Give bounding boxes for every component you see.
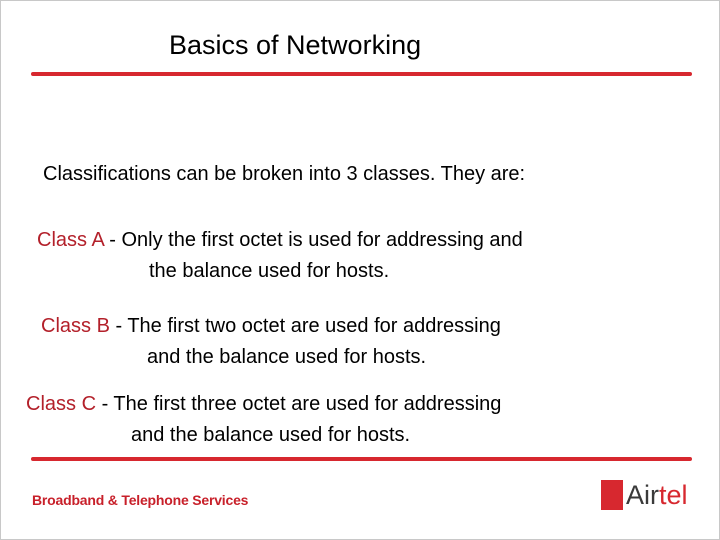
footer-services-text: Broadband & Telephone Services	[32, 492, 249, 508]
top-divider	[31, 72, 692, 76]
logo-wordmark-part2: tel	[659, 480, 688, 510]
class-a-name: Class A	[37, 229, 104, 251]
class-c-name: Class C	[26, 393, 97, 415]
logo-wordmark-part1: Air	[626, 480, 659, 510]
logo-wordmark	[626, 478, 688, 512]
class-b-line2: and the balance used for hosts.	[147, 346, 427, 368]
bottom-divider	[31, 457, 692, 461]
slide-title: Basics of Networking	[169, 30, 422, 60]
logo-red-block-icon	[601, 480, 623, 510]
class-c-line1: - The first three octet are used for addressing	[96, 393, 502, 415]
class-c-item	[26, 389, 501, 451]
class-a-line2: the balance used for hosts.	[149, 260, 390, 282]
class-a-line1: - Only the first octet is used for addressing and	[103, 229, 523, 251]
airtel-logo	[601, 477, 688, 513]
class-b-item	[41, 311, 501, 373]
class-b-name: Class B	[41, 315, 110, 337]
intro-text: Classifications can be broken into 3 classes. They are:	[43, 163, 526, 185]
class-a-item	[37, 225, 523, 287]
class-c-line2: and the balance used for hosts.	[131, 424, 411, 446]
class-b-line1: - The first two octet are used for addressing	[109, 315, 501, 337]
